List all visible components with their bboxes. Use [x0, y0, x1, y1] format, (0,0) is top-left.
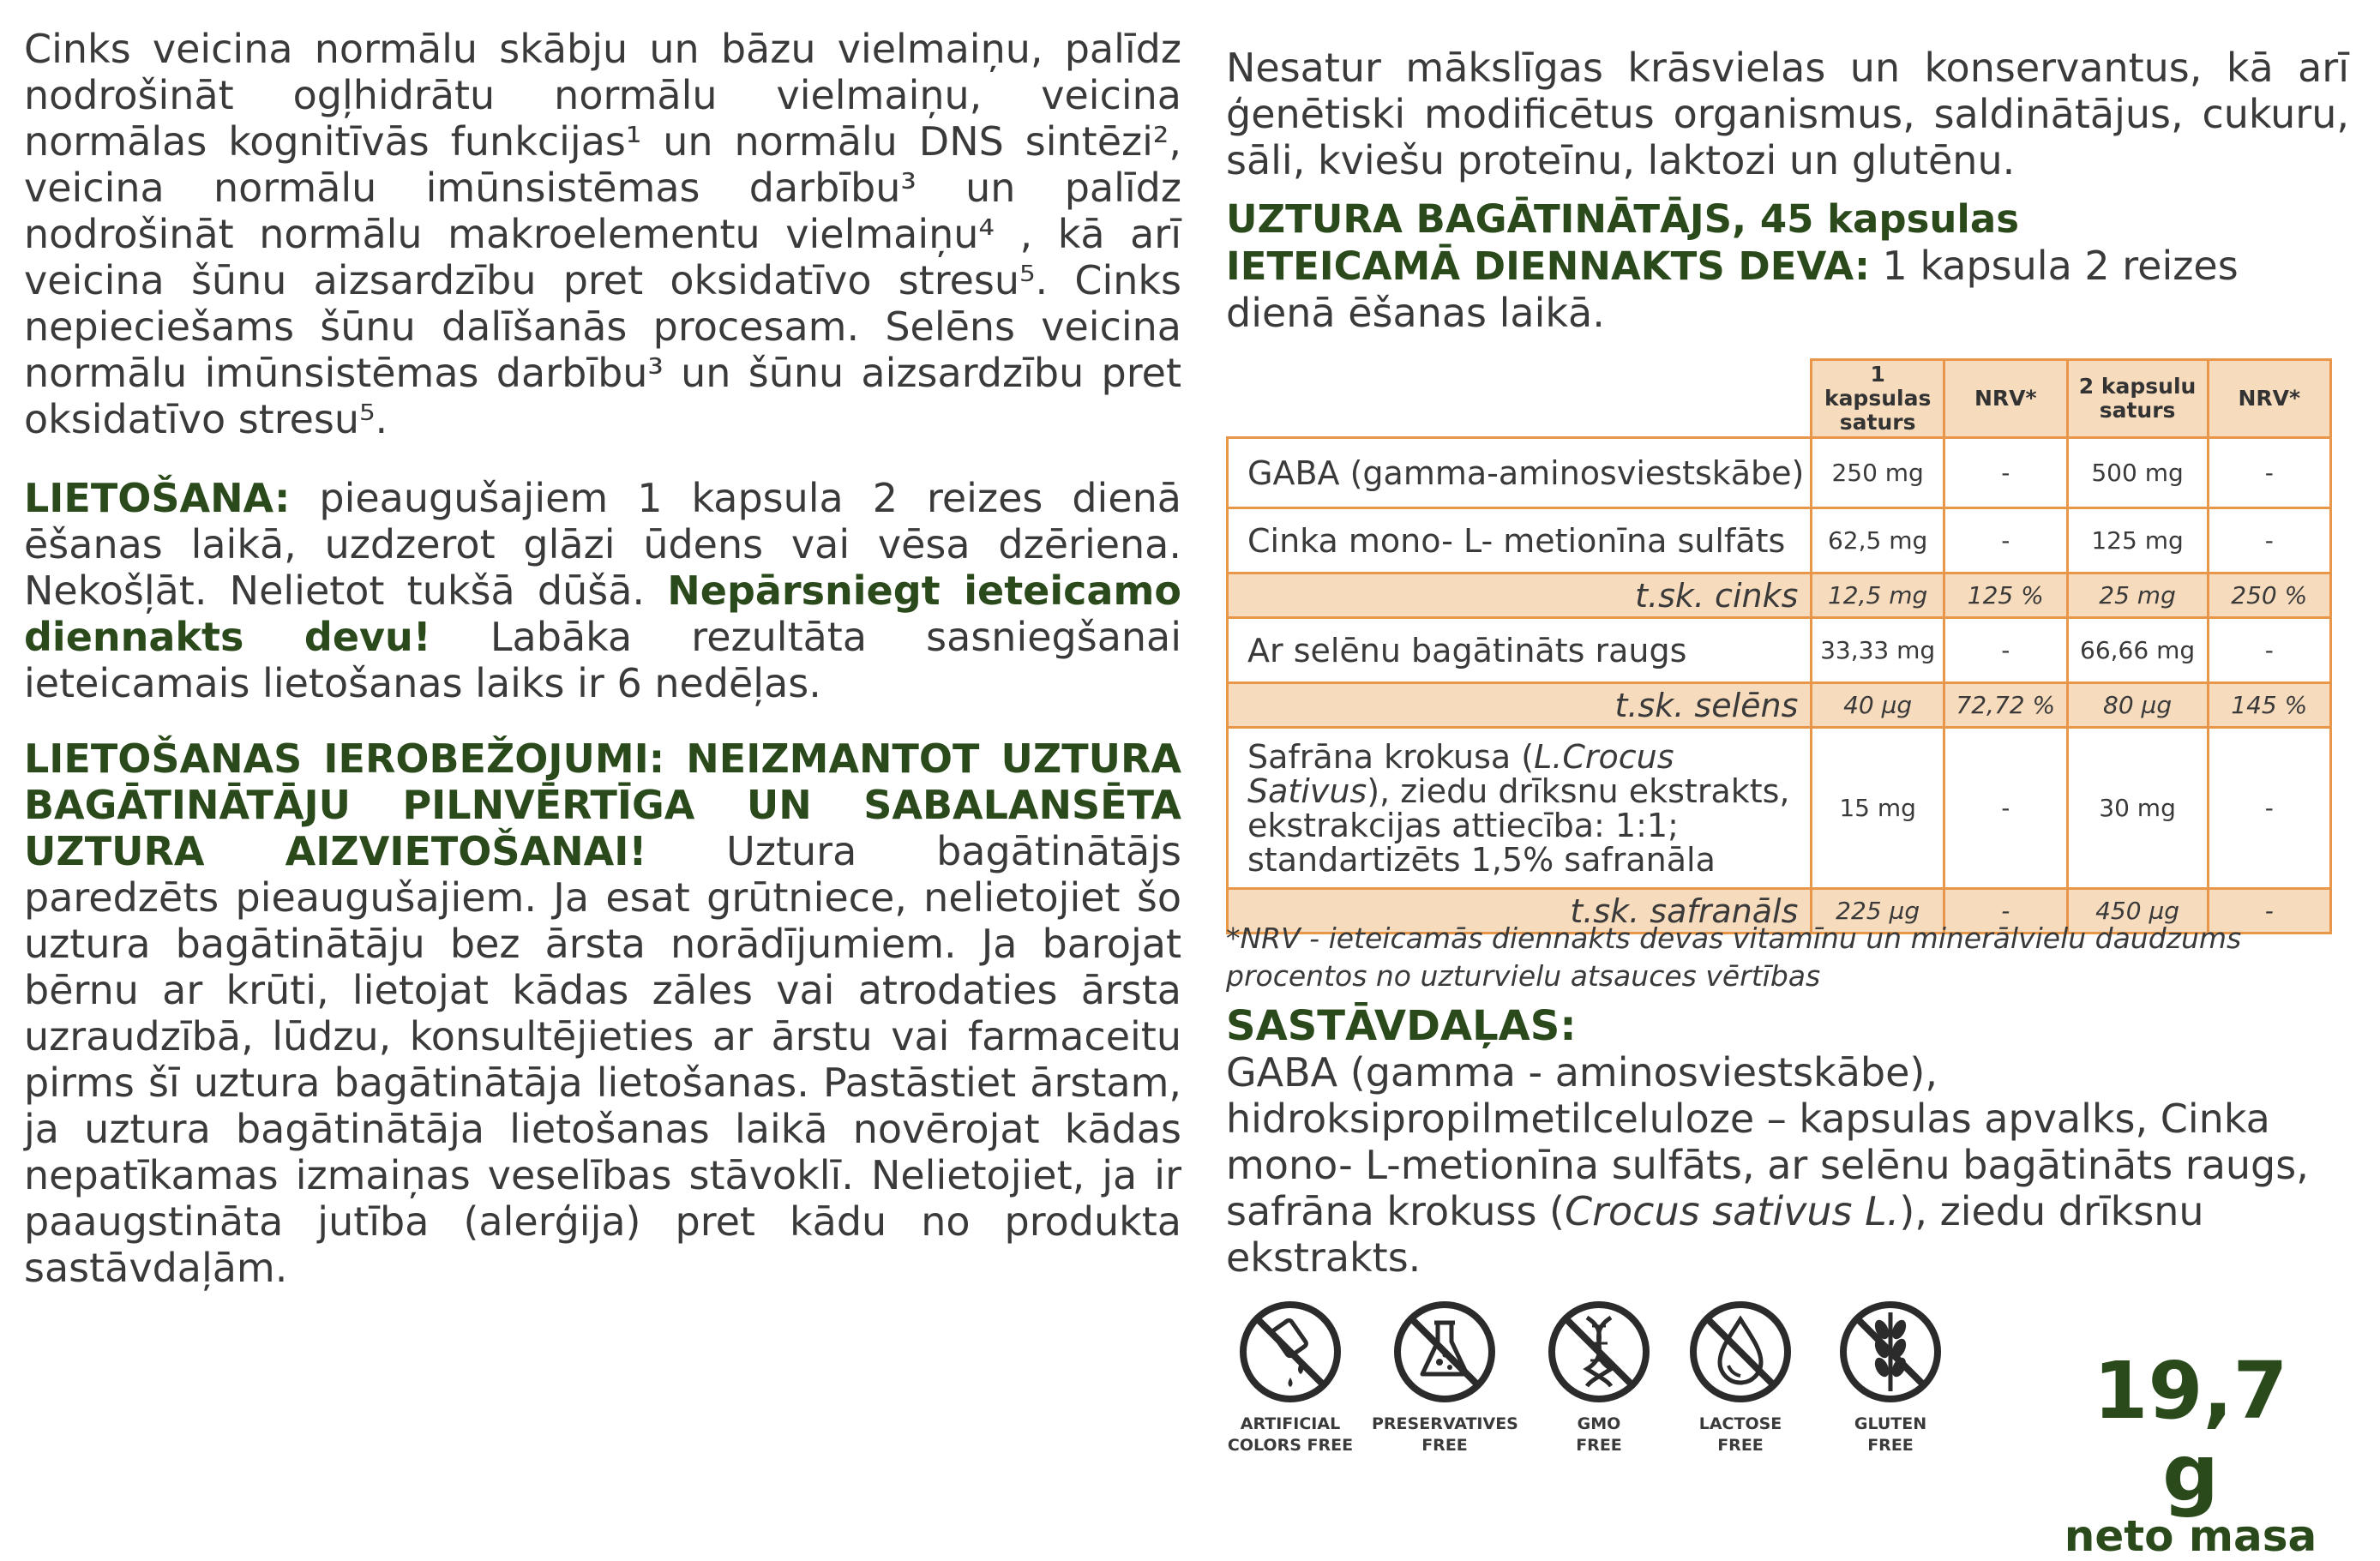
row-cell: -: [2208, 438, 2330, 508]
ingredients-text: GABA (gamma - aminosviestskābe), hidroksipropilmetilceluloze – kapsulas apvalks, Cinka mono- L-metionīna sulfāts, ar selēnu bagātināts raugs, safrāna krokuss (Crocus sativus L.), ziedu drīksnu ekstrakts.: [1226, 1049, 2309, 1281]
ingredients-section: [1226, 1003, 2366, 1281]
usage-text: pieaugušajiem 1 kapsula 2 reizes dienā ēšanas laikā, uzdzerot glāzi ūdens vai vēsa dzēriena. Nekošļāt. Nelietot tukšā dūšā.: [24, 475, 1181, 614]
usage-label: LIETOŠANA:: [24, 475, 291, 521]
table-row: [1228, 508, 2331, 573]
artificial-colors-free-icon: [1237, 1299, 1343, 1405]
restrictions-paragraph: [24, 735, 1181, 1291]
row-cell: 225 µg: [1812, 889, 1944, 934]
row-cell: 15 mg: [1812, 728, 1944, 889]
dose-text: 1 kapsula 2 reizes dienā ēšanas laikā.: [1226, 243, 2239, 336]
row-cell: -: [1944, 728, 2067, 889]
product-heading: UZTURA BAGĀTINĀTĀJS, 45 kapsulas: [1226, 196, 2020, 242]
row-cell: 500 mg: [2067, 438, 2208, 508]
row-name: t.sk. cinks: [1228, 573, 1812, 618]
dose-paragraph: [1226, 243, 2255, 336]
row-cell: -: [1944, 618, 2067, 683]
net-weight: [2053, 1345, 2328, 1561]
row-cell: 25 mg: [2067, 573, 2208, 618]
row-cell: 12,5 mg: [1812, 573, 1944, 618]
lactose-free-badge: LACTOSE FREE: [1668, 1299, 1813, 1456]
row-cell: 250 %: [2208, 573, 2330, 618]
row-name: t.sk. selēns: [1228, 683, 1812, 728]
restrictions-label: LIETOŠANAS IEROBEŽOJUMI: NEIZMANTOT UZTURA BAGĀTINĀTĀJU PILNVĒRTĪGA UN SABALANSĒTA UZTURA AIZVIETOŠANAI!: [24, 735, 1181, 874]
row-name: t.sk. safranāls: [1228, 889, 1812, 934]
row-cell: 33,33 mg: [1812, 618, 1944, 683]
row-cell: -: [1944, 508, 2067, 573]
preservatives-free-badge: PRESERVATIVES FREE: [1372, 1299, 1518, 1456]
row-cell: 450 µg: [2067, 889, 2208, 934]
table-row: [1228, 573, 2331, 618]
table-header-2: NRV*: [1944, 360, 2067, 438]
table-row: [1228, 728, 2331, 889]
right-column: [1226, 45, 2349, 336]
artificial-colors-free-badge: ARTIFICIAL COLORS FREE: [1217, 1299, 1363, 1456]
row-cell: 72,72 %: [1944, 683, 2067, 728]
row-name: Cinka mono- L- metionīna sulfāts: [1228, 508, 1812, 573]
row-cell: -: [1944, 889, 2067, 934]
table-header-4: NRV*: [2208, 360, 2330, 438]
dose-label: IETEICAMĀ DIENNAKTS DEVA:: [1226, 243, 1870, 289]
row-cell: -: [2208, 618, 2330, 683]
table-header-3: 2 kapsulu saturs: [2067, 360, 2208, 438]
nrv-footnote: *NRV - ieteicamās diennakts devas vitamīnu un minerālvielu daudzums procentos no uzturvielu atsauces vērtības: [1226, 922, 2242, 993]
preservatives-free-icon: [1391, 1299, 1498, 1405]
nutrition-table: [1226, 358, 2332, 934]
row-cell: 30 mg: [2067, 728, 2208, 889]
benefits-paragraph: Cinks veicina normālu skābju un bāzu vielmaiņu, palīdz nodrošināt ogļhidrātu normālu vielmaiņu, veicina normālas kognitīvās funkcijas¹ un normālu DNS sintēzi², veicina normālu imūnsistēmas darbību³ un palīdz nodrošināt normālu makroelementu vielmaiņu⁴ , kā arī veicina šūnu aizsardzību pret oksidatīvo stresu⁵. Cinks nepieciešams šūnu dalīšanās procesam. Selēns veicina normālu imūnsistēmas darbību³ un šūnu aizsardzību pret oksidatīvo stresu⁵.: [24, 26, 1181, 442]
table-row: [1228, 683, 2331, 728]
row-cell: 125 %: [1944, 573, 2067, 618]
row-name: Ar selēnu bagātināts raugs: [1228, 618, 1812, 683]
row-cell: 125 mg: [2067, 508, 2208, 573]
gluten-free-icon: [1837, 1299, 1944, 1405]
net-weight-value: 19,7 g: [2093, 1345, 2288, 1519]
row-name: GABA (gamma-aminosviestskābe): [1228, 438, 1812, 508]
row-cell: 40 µg: [1812, 683, 1944, 728]
table-row: [1228, 618, 2331, 683]
left-column: [24, 26, 1181, 1291]
table-row: [1228, 438, 2331, 508]
row-cell: 250 mg: [1812, 438, 1944, 508]
ingredients-label: SASTĀVDAĻAS:: [1226, 1002, 1577, 1050]
table-header-1: 1 kapsulas saturs: [1812, 360, 1944, 438]
restrictions-text: Uztura bagātinātājs paredzēts pieaugušajiem. Ja esat grūtniece, nelietojiet šo uztura bagātinātāju bez ārsta norādījumiem. Ja barojat bērnu ar krūti, lietojat kādas zāles vai atrodaties ārsta uzraudzībā, lūdzu, konsultējieties ar ārstu vai farmaceitu pirms šī uztura bagātinātāja lietošanas. Pastāstiet ārstam, ja uztura bagātinātāja lietošanas laikā novērojat kādas nepatīkamas izmaiņas veselības stāvoklī. Nelietojiet, ja ir paaugstināta jutība (alerģija) pret kādu no produkta sastāvdaļām.: [24, 828, 1181, 1291]
usage-text-2: Labāka rezultāta sasniegšanai ieteicamais lietošanas laiks ir 6 nedēļas.: [24, 614, 1182, 706]
usage-paragraph: [24, 475, 1181, 706]
row-cell: 66,66 mg: [2067, 618, 2208, 683]
usage-warning: Nepārsniegt ieteicamo diennakts devu!: [24, 567, 1181, 660]
row-cell: -: [1944, 438, 2067, 508]
free-from-paragraph: Nesatur mākslīgas krāsvielas un konservantus, kā arī ģenētiski modificētus organismus, saldinātājus, cukuru, sāli, kviešu proteīnu, laktozi un glutēnu.: [1226, 45, 2349, 183]
row-cell: -: [2208, 889, 2330, 934]
row-cell: 145 %: [2208, 683, 2330, 728]
net-weight-label: neto masa: [2064, 1511, 2317, 1561]
gluten-free-badge: GLUTEN FREE: [1818, 1299, 1963, 1456]
row-cell: 62,5 mg: [1812, 508, 1944, 573]
gmo-free-badge: GMO FREE: [1526, 1299, 1672, 1456]
row-cell: 80 µg: [2067, 683, 2208, 728]
row-cell: -: [2208, 508, 2330, 573]
row-cell: -: [2208, 728, 2330, 889]
free-from-icons: [1217, 1299, 1955, 1479]
table-header-blank: [1228, 360, 1812, 438]
row-name: Safrāna krokusa (L.Crocus Sativus), ziedu drīksnu ekstrakts, ekstrakcijas attiecība: 1:1; standartizēts 1,5% safranāla: [1228, 728, 1812, 889]
lactose-free-icon: [1687, 1299, 1794, 1405]
gmo-free-icon: [1546, 1299, 1652, 1405]
table-header-row: [1228, 360, 2331, 438]
